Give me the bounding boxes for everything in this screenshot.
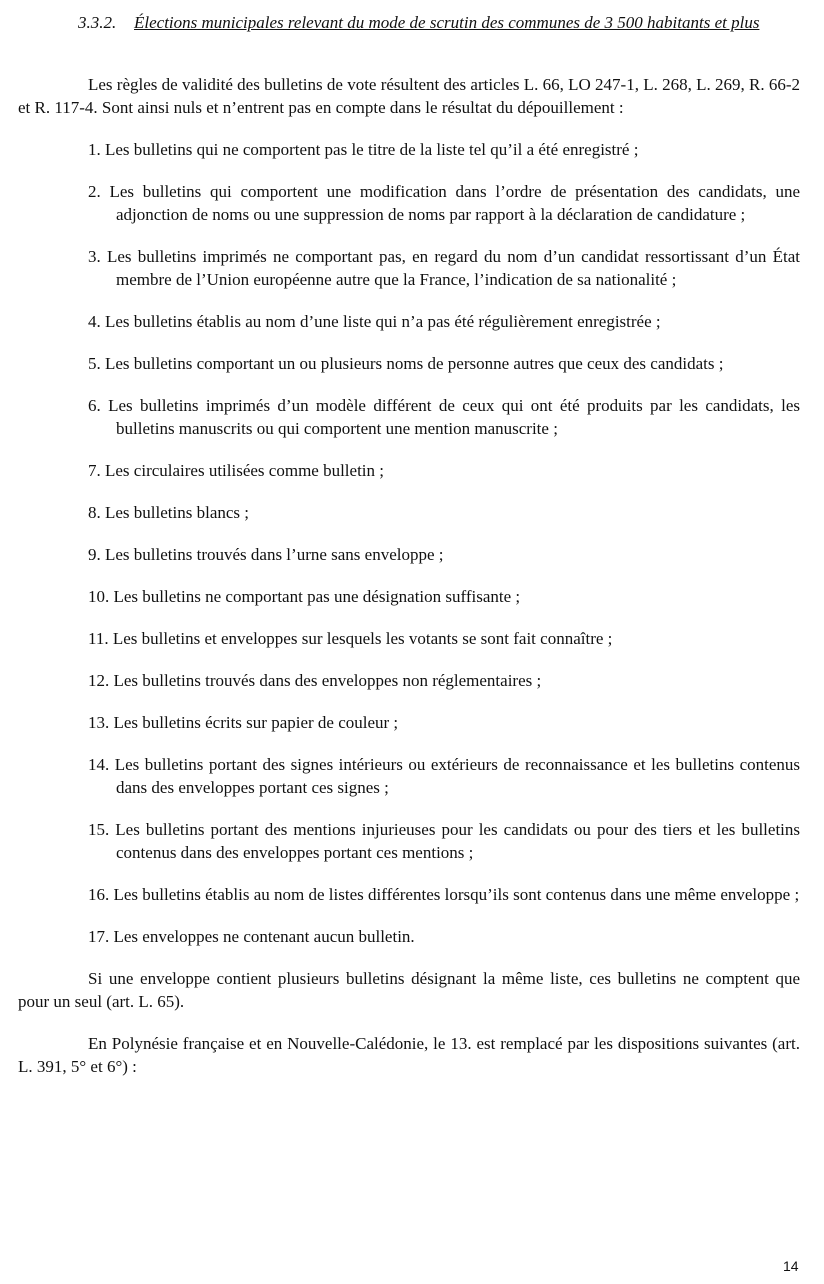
list-item: 12. Les bulletins trouvés dans des enveloppes non réglementaires ; <box>88 671 542 690</box>
list-item: 5. Les bulletins comportant un ou plusieurs noms de personne autres que ceux des candidats ; <box>88 354 724 373</box>
section-heading <box>78 11 800 34</box>
list-item: 4. Les bulletins établis au nom d’une liste qui n’a pas été régulièrement enregistrée ; <box>88 312 661 331</box>
list-item: 3. Les bulletins imprimés ne comportant pas, en regard du nom d’un candidat ressortissant d’un État membre de l’Union européenne autre que la France, l’indication de sa nationalité ; <box>88 247 800 289</box>
paragraph-multiple-ballots: Si une enveloppe contient plusieurs bulletins désignant la même liste, ces bulletins ne comptent que pour un seul (art. L. 65). <box>18 969 800 1011</box>
nullity-list <box>18 138 800 948</box>
intro-paragraph: Les règles de validité des bulletins de vote résultent des articles L. 66, LO 247-1, L. 268, L. 269, R. 66-2 et R. 117-4. Sont ainsi nuls et n’entrent pas en compte dans le résultat du dépouillement : <box>18 75 800 117</box>
list-item: 6. Les bulletins imprimés d’un modèle différent de ceux qui ont été produits par les candidats, les bulletins manuscrits ou qui comportent une mention manuscrite ; <box>88 396 800 438</box>
list-item: 16. Les bulletins établis au nom de listes différentes lorsqu’ils sont contenus dans une même enveloppe ; <box>88 885 800 904</box>
list-item: 2. Les bulletins qui comportent une modification dans l’ordre de présentation des candidats, une adjonction de noms ou une suppression de noms par rapport à la déclaration de candidature ; <box>88 182 800 224</box>
list-item: 7. Les circulaires utilisées comme bulletin ; <box>88 461 384 480</box>
section-number: 3.3.2. <box>78 13 117 32</box>
list-item: 11. Les bulletins et enveloppes sur lesquels les votants se sont fait connaître ; <box>88 629 613 648</box>
list-item: 17. Les enveloppes ne contenant aucun bulletin. <box>88 927 415 946</box>
list-item: 15. Les bulletins portant des mentions injurieuses pour les candidats ou pour des tiers et les bulletins contenus dans des enveloppes portant ces mentions ; <box>88 820 800 862</box>
paragraph-polynesia: En Polynésie française et en Nouvelle-Calédonie, le 13. est remplacé par les dispositions suivantes (art. L. 391, 5° et 6°) : <box>18 1034 800 1076</box>
list-item: 1. Les bulletins qui ne comportent pas le titre de la liste tel qu’il a été enregistré ; <box>88 140 639 159</box>
list-item: 14. Les bulletins portant des signes intérieurs ou extérieurs de reconnaissance et les bulletins contenus dans des enveloppes portant ces signes ; <box>88 755 800 797</box>
document-body <box>18 73 800 1097</box>
page-number: 14 <box>783 1258 799 1274</box>
list-item: 13. Les bulletins écrits sur papier de couleur ; <box>88 713 399 732</box>
section-title: Élections municipales relevant du mode de scrutin des communes de 3 500 habitants et plus <box>134 13 760 32</box>
list-item: 8. Les bulletins blancs ; <box>88 503 250 522</box>
list-item: 9. Les bulletins trouvés dans l’urne sans enveloppe ; <box>88 545 444 564</box>
list-item: 10. Les bulletins ne comportant pas une désignation suffisante ; <box>88 587 521 606</box>
